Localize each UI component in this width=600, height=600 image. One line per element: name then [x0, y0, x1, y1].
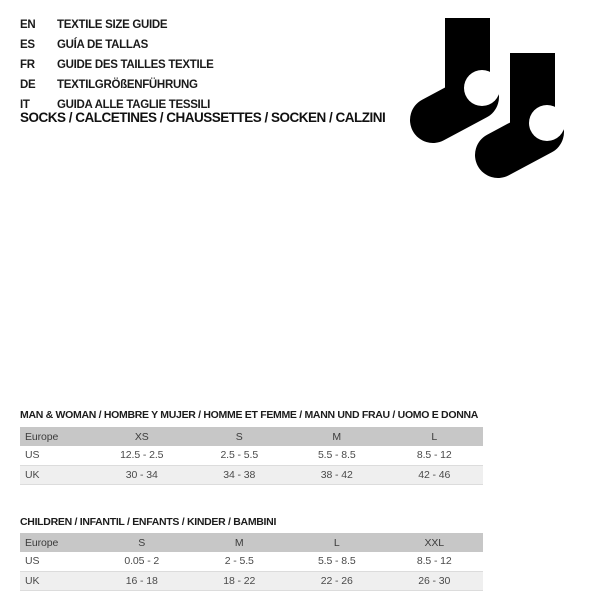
- size-value: 26 - 30: [418, 574, 451, 587]
- header-cell-size: S: [138, 536, 146, 549]
- size-value: 16 - 18: [125, 574, 158, 587]
- sock-left-heel-cutout: [464, 70, 500, 106]
- table-row-uk: [20, 465, 483, 484]
- man-woman-size-table: [20, 427, 483, 485]
- header-cell-region: Europe: [25, 430, 59, 443]
- size-value: 0.05 - 2: [124, 555, 160, 568]
- size-value: 22 - 26: [320, 574, 353, 587]
- language-label: TEXTILE SIZE GUIDE: [57, 19, 168, 31]
- table-row-us: [20, 552, 483, 571]
- size-value: 42 - 46: [418, 468, 451, 481]
- language-code: IT: [20, 99, 30, 111]
- table-header-row: [20, 427, 483, 446]
- size-value: 18 - 22: [223, 574, 256, 587]
- language-row-en: [20, 15, 214, 35]
- man-woman-table-title: MAN & WOMAN / HOMBRE Y MUJER / HOMME ET FEMME / MANN UND FRAU / UOMO E DONNA: [20, 409, 479, 421]
- table-row-us: [20, 446, 483, 465]
- language-row-fr: [20, 55, 214, 75]
- size-value: 8.5 - 12: [416, 555, 452, 568]
- header-cell-size: L: [333, 536, 340, 549]
- row-label: UK: [25, 468, 40, 481]
- sock-right-shape: [498, 53, 565, 155]
- size-value: 8.5 - 12: [416, 449, 452, 462]
- language-list: [20, 15, 214, 115]
- size-value: 30 - 34: [125, 468, 158, 481]
- sock-right-heel-cutout: [529, 105, 565, 141]
- size-value: 5.5 - 8.5: [317, 449, 356, 462]
- table-row-uk: [20, 571, 483, 590]
- header-cell-size: XXL: [424, 536, 445, 549]
- header-cell-size: M: [234, 536, 244, 549]
- row-label: US: [25, 449, 40, 462]
- header-cell-size: XS: [134, 430, 149, 443]
- size-value: 2.5 - 5.5: [220, 449, 259, 462]
- size-value: 12.5 - 2.5: [120, 449, 164, 462]
- language-row-es: [20, 35, 214, 55]
- language-label: GUIDE DES TAILLES TEXTILE: [57, 59, 214, 71]
- language-code: DE: [20, 79, 36, 91]
- size-value: 2 - 5.5: [224, 555, 254, 568]
- language-code: FR: [20, 59, 35, 71]
- children-size-table: [20, 533, 483, 591]
- size-value: 34 - 38: [223, 468, 256, 481]
- size-value: 38 - 42: [320, 468, 353, 481]
- header-cell-size: M: [332, 430, 342, 443]
- row-label: US: [25, 555, 40, 568]
- header-cell-size: L: [431, 430, 438, 443]
- socks-icon: [405, 12, 567, 192]
- language-label: GUIDA ALLE TAGLIE TESSILI: [57, 99, 211, 111]
- language-label: GUÍA DE TALLAS: [57, 39, 148, 51]
- language-code: ES: [20, 39, 35, 51]
- children-table-title: CHILDREN / INFANTIL / ENFANTS / KINDER / BAMBINI: [20, 516, 277, 528]
- language-code: EN: [20, 19, 36, 31]
- language-label: TEXTILGRÖßENFÜHRUNG: [57, 79, 198, 91]
- category-title: SOCKS / CALCETINES / CHAUSSETTES / SOCKEN / CALZINI: [20, 110, 386, 125]
- language-row-de: [20, 75, 214, 95]
- header-cell-region: Europe: [25, 536, 59, 549]
- size-value: 5.5 - 8.5: [317, 555, 356, 568]
- table-header-row: [20, 533, 483, 552]
- header-cell-size: S: [235, 430, 243, 443]
- row-label: UK: [25, 574, 40, 587]
